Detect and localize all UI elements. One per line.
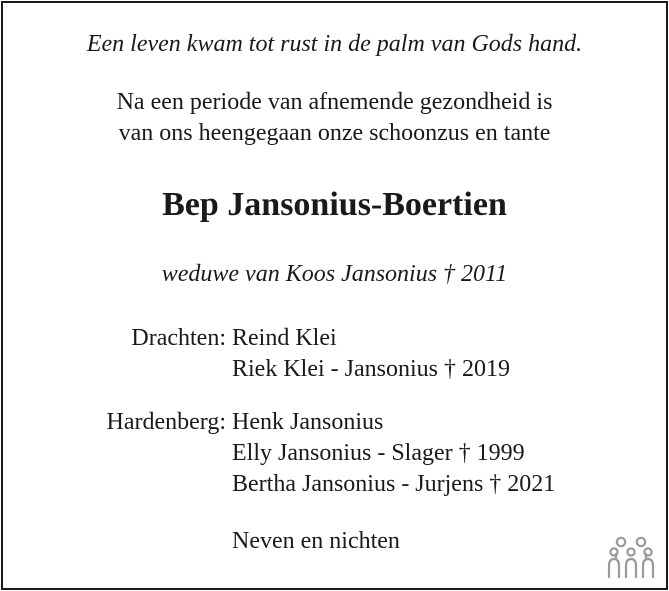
family-member: Riek Klei - Jansonius † 2019 bbox=[232, 356, 510, 382]
family-names bbox=[232, 407, 555, 500]
family-names bbox=[232, 323, 510, 385]
closing-text: Neven en nichten bbox=[232, 528, 400, 554]
family-place: Drachten: bbox=[131, 325, 226, 351]
deceased-name: Bep Jansonius-Boertien bbox=[162, 186, 507, 223]
widow-line: weduwe van Koos Jansonius † 2011 bbox=[161, 261, 508, 287]
motto-text: Een leven kwam tot rust in de palm van Gods hand. bbox=[86, 31, 583, 57]
family-member: Bertha Jansonius - Jurjens † 2021 bbox=[232, 471, 556, 497]
family-member: Elly Jansonius - Slager † 1999 bbox=[232, 440, 525, 466]
family-people-icon bbox=[607, 535, 655, 579]
family-member: Henk Jansonius bbox=[232, 409, 384, 435]
intro-line: van ons heengegaan onze schoonzus en tante bbox=[118, 120, 551, 146]
intro-line: Na een periode van afnemende gezondheid is bbox=[116, 89, 553, 115]
family-member: Reind Klei bbox=[232, 325, 337, 351]
family-place: Hardenberg: bbox=[106, 409, 226, 435]
intro-text bbox=[0, 87, 669, 149]
